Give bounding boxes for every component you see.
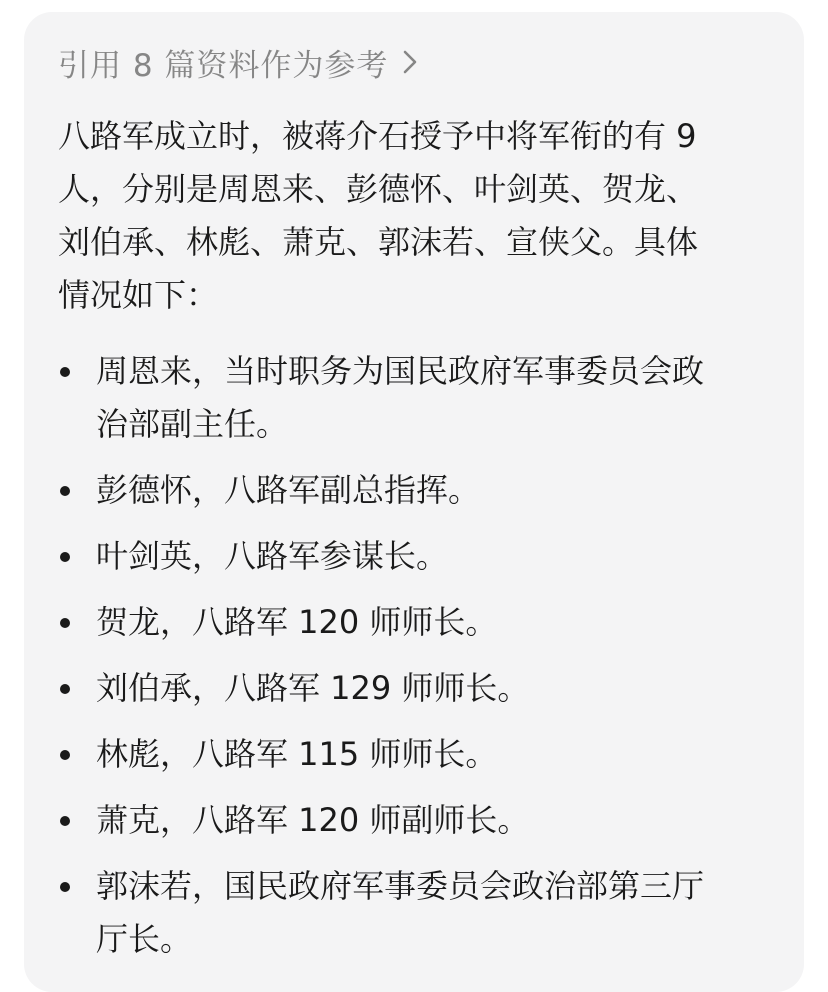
list-item xyxy=(58,728,778,781)
references-link[interactable] xyxy=(58,38,418,86)
bullet-icon xyxy=(60,367,70,377)
intro-line: 人，分别是周恩来、彭德怀、叶剑英、贺龙、 xyxy=(58,170,699,208)
list-item xyxy=(58,794,778,847)
bullet-icon xyxy=(60,816,70,826)
bullet-icon xyxy=(60,750,70,760)
list-item-line: 叶剑英，八路军参谋长。 xyxy=(96,537,449,575)
intro-line: 刘伯承、林彪、萧克、郭沫若、宣侠父。具体 xyxy=(58,223,699,261)
chevron-right-icon xyxy=(402,49,418,75)
list-item xyxy=(58,860,778,966)
intro-line: 八路军成立时，被蒋介石授予中将军衔的有 9 xyxy=(58,117,697,155)
list-item-line: 贺龙，八路军 120 师师长。 xyxy=(96,603,498,641)
general-list xyxy=(58,345,778,979)
list-item-line: 萧克，八路军 120 师副师长。 xyxy=(96,801,530,839)
bullet-icon xyxy=(60,684,70,694)
list-item-line: 林彪，八路军 115 师师长。 xyxy=(96,735,498,773)
bullet-icon xyxy=(60,486,70,496)
list-item-line: 刘伯承，八路军 129 师师长。 xyxy=(96,669,530,707)
list-item-line: 周恩来，当时职务为国民政府军事委员会政 xyxy=(96,352,705,390)
list-item-line: 郭沫若，国民政府军事委员会政治部第三厅 xyxy=(96,867,705,905)
bullet-icon xyxy=(60,618,70,628)
references-label: 引用 8 篇资料作为参考 xyxy=(58,47,389,84)
list-item-line: 厅长。 xyxy=(96,920,193,958)
list-item-line: 治部副主任。 xyxy=(96,405,289,443)
list-item xyxy=(58,530,778,583)
answer-intro xyxy=(58,110,778,322)
list-item xyxy=(58,345,778,451)
list-item xyxy=(58,464,778,517)
bullet-icon xyxy=(60,552,70,562)
list-item-line: 彭德怀，八路军副总指挥。 xyxy=(96,471,481,509)
list-item xyxy=(58,662,778,715)
list-item xyxy=(58,596,778,649)
bullet-icon xyxy=(60,882,70,892)
intro-line: 情况如下： xyxy=(58,276,219,314)
